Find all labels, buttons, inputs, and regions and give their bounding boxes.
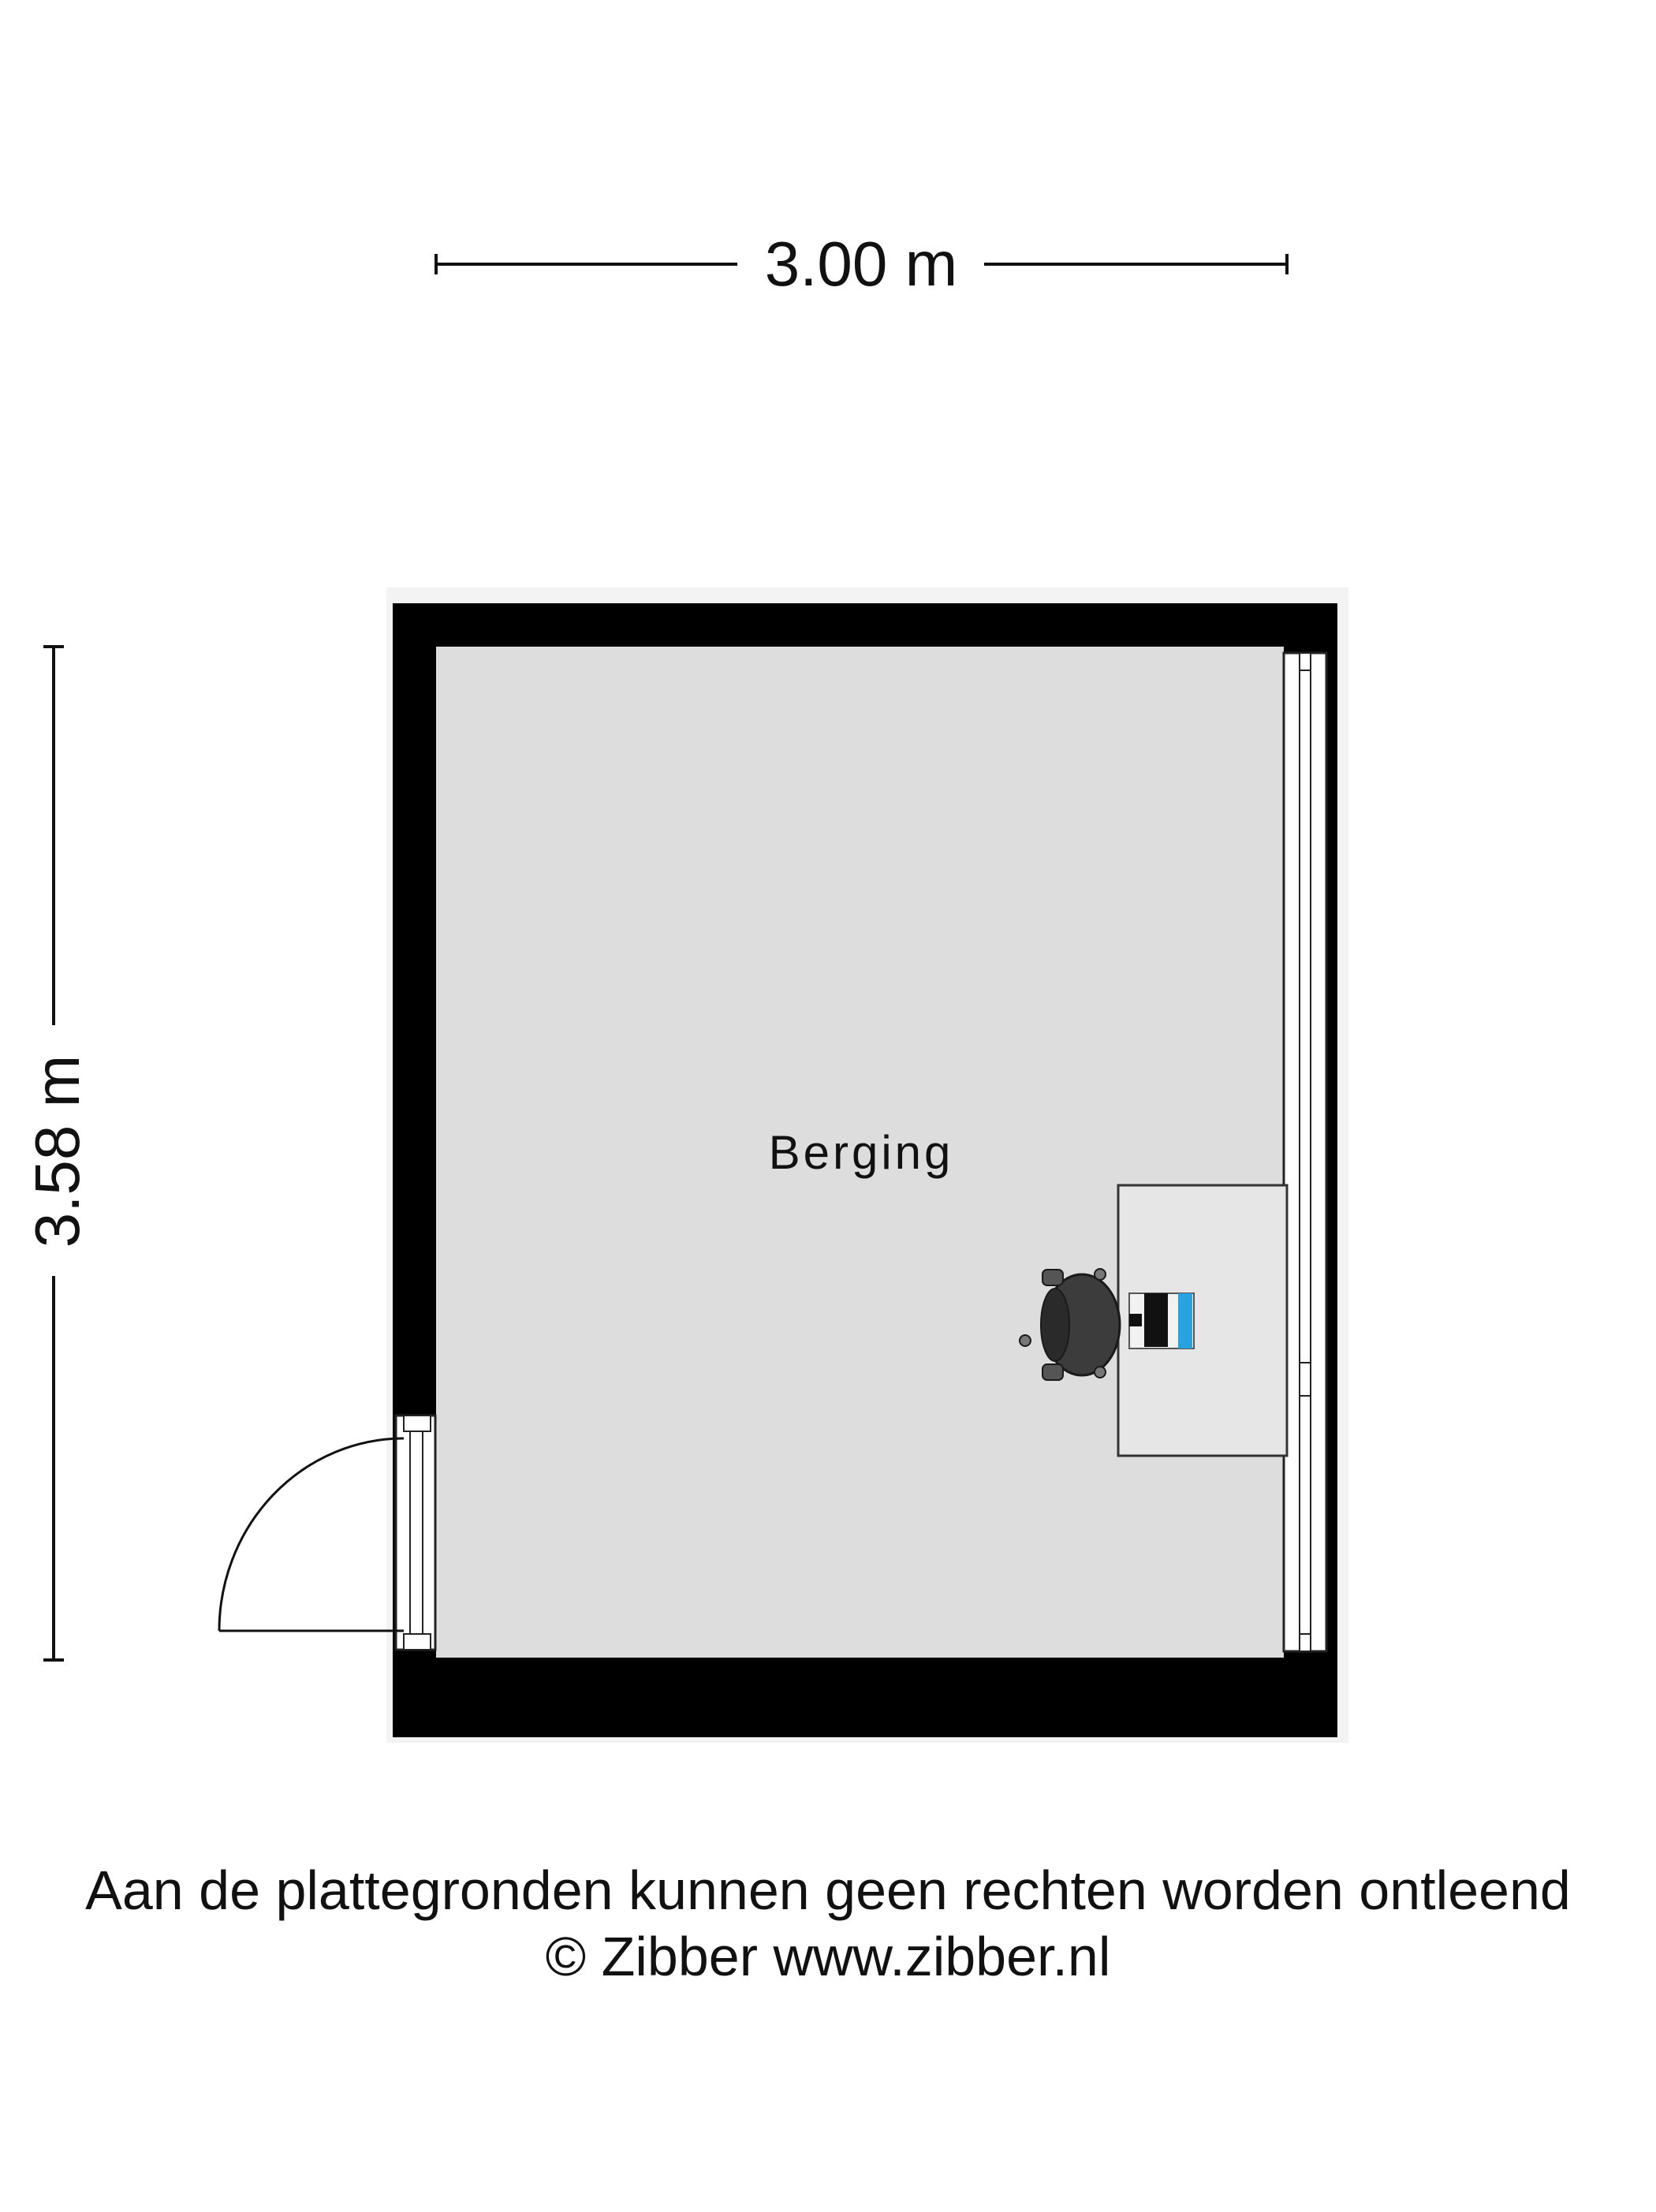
door-swing-icon — [219, 1416, 435, 1650]
room-label: Berging — [768, 1126, 954, 1179]
window-icon — [1284, 653, 1326, 1651]
footer — [0, 1857, 1656, 1990]
height-dimension — [22, 647, 92, 1660]
width-label: 3.00 m — [764, 229, 958, 299]
height-label: 3.58 m — [22, 1054, 92, 1248]
width-dimension — [436, 229, 1287, 299]
disclaimer-text: Aan de plattegronden kunnen geen rechten worden ontleend — [85, 1859, 1571, 1921]
credit-text: © Zibber www.zibber.nl — [545, 1926, 1111, 1987]
computer-monitor-icon — [1129, 1293, 1194, 1348]
